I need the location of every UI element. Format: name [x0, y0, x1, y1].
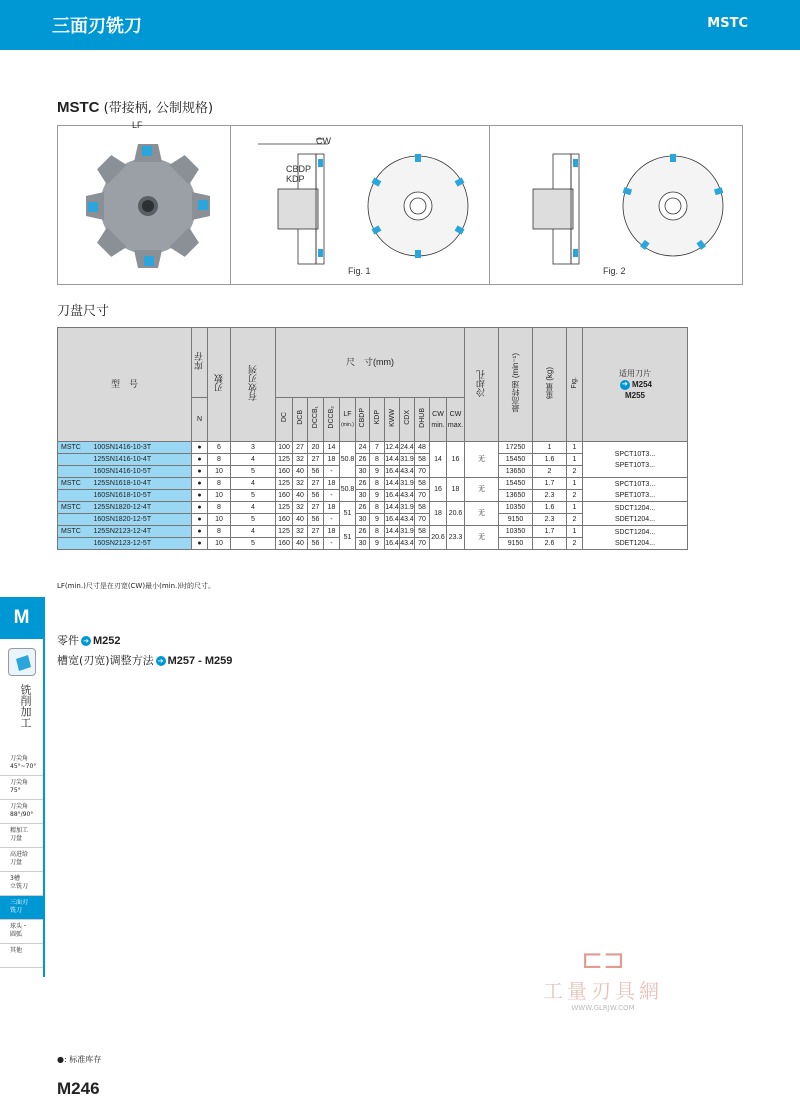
coolant-cell: 无	[465, 478, 499, 502]
section-title: 刀盘尺寸	[57, 304, 110, 319]
table-cell: 14.4	[385, 526, 400, 538]
table-row	[58, 502, 688, 514]
model-series-cell: MSTC	[58, 502, 91, 514]
table-cell: 43.4	[400, 490, 415, 502]
insert-type: SPCT10T3...	[614, 450, 656, 458]
side-nav-item[interactable]: 刀尖角 75°	[0, 776, 43, 800]
insert-type: SDET1204...	[614, 539, 656, 547]
table-cell: 27	[293, 442, 308, 454]
page-header	[0, 0, 800, 50]
model-code-cell: 125SN1416-10-4T	[91, 454, 192, 466]
cw-max-cell: 23.3	[447, 526, 465, 550]
th-cdx: CDX	[403, 410, 411, 425]
table-cell: 13650	[499, 466, 533, 478]
table-cell: 18	[324, 478, 340, 490]
model-series-cell	[58, 490, 91, 502]
figure-box	[57, 120, 743, 285]
table-cell: 2	[567, 466, 583, 478]
table-cell: 3	[231, 442, 276, 454]
table-cell: 2	[567, 538, 583, 550]
dim-label-cbdp: CBDP	[286, 164, 312, 174]
model-series-cell	[58, 466, 91, 478]
table-cell: 43.4	[400, 538, 415, 550]
th-insert-ref2[interactable]: M255	[624, 391, 645, 400]
table-cell: 8	[370, 526, 385, 538]
product-subtitle	[57, 97, 213, 116]
th-cbdp: CBDP	[359, 407, 366, 428]
model-series-cell: MSTC	[58, 526, 91, 538]
table-cell: -	[324, 490, 340, 502]
table-cell: 2	[567, 490, 583, 502]
table-cell: 160	[276, 466, 293, 478]
table-cell: 4	[231, 454, 276, 466]
table-cell: 14.4	[385, 502, 400, 514]
table-cell: 27	[308, 454, 324, 466]
table-cell: 2.3	[533, 514, 567, 526]
table-cell: 16.4	[385, 490, 400, 502]
table-cell: 1.6	[533, 502, 567, 514]
table-cell: 10350	[499, 526, 533, 538]
table-cell: 12.4	[385, 442, 400, 454]
th-coolant: 冷却孔	[476, 369, 486, 397]
cutter-photo-image	[78, 136, 218, 276]
table-cell: 2	[567, 514, 583, 526]
table-cell: 1.6	[533, 454, 567, 466]
table-cell: 1	[567, 454, 583, 466]
model-code-cell: 100SN1416-10-3T	[91, 442, 192, 454]
table-cell: 31.9	[400, 478, 415, 490]
th-effective: 有效刃列	[247, 365, 258, 401]
table-cell: 10	[208, 514, 231, 526]
table-cell: 14.4	[385, 454, 400, 466]
table-cell: 4	[231, 526, 276, 538]
table-cell: 8	[370, 454, 385, 466]
table-cell: 125	[276, 454, 293, 466]
cw-min-cell: 20.6	[430, 526, 447, 550]
table-cell: 10	[208, 538, 231, 550]
table-cell: 31.9	[400, 502, 415, 514]
table-cell: 13650	[499, 490, 533, 502]
model-code-cell: 160SN1820-12-5T	[91, 514, 192, 526]
table-cell: 24.4	[400, 442, 415, 454]
table-cell: 40	[293, 490, 308, 502]
table-cell: 5	[231, 538, 276, 550]
th-cw-min: CW min.	[430, 398, 447, 442]
product-code: MSTC	[707, 16, 748, 31]
table-cell: 40	[293, 538, 308, 550]
lf-cell: 50.8	[340, 442, 356, 478]
section-tab[interactable]: M	[0, 597, 43, 639]
th-dcb: DCB	[296, 410, 304, 425]
table-cell: 9	[370, 514, 385, 526]
sidebar-divider	[43, 597, 45, 977]
watermark-url: WWW.GLRJW.COM	[571, 1004, 635, 1012]
table-cell: 58	[415, 454, 430, 466]
insert-type: SDCT1204...	[614, 504, 656, 512]
milling-icon	[8, 648, 36, 676]
table-cell: 18	[324, 454, 340, 466]
dim-label-kdp: KDP	[286, 174, 305, 184]
cw-max-cell: 20.6	[447, 502, 465, 526]
table-cell: 4	[231, 478, 276, 490]
model-series-cell	[58, 514, 91, 526]
side-nav-item[interactable]: 3槽 立铣刀	[0, 872, 43, 896]
th-lf: LF (min.)	[340, 398, 356, 442]
table-cell: 56	[308, 514, 324, 526]
table-cell: 31.9	[400, 526, 415, 538]
table-cell: 14	[324, 442, 340, 454]
insert-cell	[583, 478, 688, 502]
table-cell: 27	[308, 478, 324, 490]
table-cell: 18	[324, 526, 340, 538]
side-nav-item[interactable]: 球头・ 圆弧	[0, 920, 43, 944]
watermark	[538, 945, 668, 1012]
table-cell: 30	[356, 538, 370, 550]
fig1-drawing	[238, 134, 483, 274]
table-cell: 9150	[499, 514, 533, 526]
cw-min-cell: 16	[430, 478, 447, 502]
table-cell: 40	[293, 514, 308, 526]
table-cell: 8	[208, 454, 231, 466]
lf-cell: 50.8	[340, 478, 356, 502]
table-cell: 58	[415, 502, 430, 514]
arrow-right-icon: ➔	[81, 636, 91, 646]
table-cell: 16.4	[385, 466, 400, 478]
table-cell: 26	[356, 526, 370, 538]
model-series-cell: MSTC	[58, 442, 91, 454]
table-cell: 2	[533, 466, 567, 478]
table-cell: 5	[231, 466, 276, 478]
table-cell: 30	[356, 490, 370, 502]
cw-min-cell: 18	[430, 502, 447, 526]
th-dccb2: DCCB₂	[328, 406, 335, 429]
table-cell: 1	[567, 442, 583, 454]
table-cell: 16.4	[385, 538, 400, 550]
table-cell: ●	[192, 526, 208, 538]
insert-type: SPET10T3...	[614, 461, 656, 469]
table-cell: 43.4	[400, 514, 415, 526]
table-cell: 10	[208, 466, 231, 478]
table-cell: ●	[192, 514, 208, 526]
table-cell: 16.4	[385, 514, 400, 526]
table-cell: 32	[293, 478, 308, 490]
table-cell: 2.6	[533, 538, 567, 550]
table-cell: 18	[324, 502, 340, 514]
side-nav	[0, 752, 43, 968]
arrow-right-icon: ➔	[620, 380, 630, 390]
model-code-cell: 125SN2123-12-4T	[91, 526, 192, 538]
table-cell: 30	[356, 466, 370, 478]
table-cell: 125	[276, 526, 293, 538]
side-category: 铣削加工	[19, 684, 32, 728]
table-cell: 31.9	[400, 454, 415, 466]
model-code-cell: 160SN1416-10-5T	[91, 466, 192, 478]
table-cell: 1	[567, 526, 583, 538]
th-dimensions: 尺 寸(mm)	[276, 328, 465, 398]
table-cell: 5	[231, 514, 276, 526]
spec-table	[57, 327, 688, 550]
th-dhub: DHUB	[418, 407, 426, 428]
insert-type: SPET10T3...	[614, 491, 656, 499]
th-fig: Fig.	[571, 377, 578, 389]
coolant-cell: 无	[465, 502, 499, 526]
table-cell: 70	[415, 514, 430, 526]
table-cell: 1	[567, 478, 583, 490]
th-insert	[583, 328, 688, 442]
table-cell: 160	[276, 514, 293, 526]
model-series-cell: MSTC	[58, 478, 91, 490]
table-cell: 15450	[499, 454, 533, 466]
table-cell: ●	[192, 538, 208, 550]
table-cell: -	[324, 538, 340, 550]
table-cell: 1.7	[533, 526, 567, 538]
table-cell: 58	[415, 526, 430, 538]
th-insert-ref1[interactable]: ➔ M254	[583, 379, 687, 390]
table-cell: 5	[231, 490, 276, 502]
cw-min-cell: 14	[430, 442, 447, 478]
side-nav-item[interactable]: 刀尖角 88°/90°	[0, 800, 43, 824]
table-cell: 6	[208, 442, 231, 454]
table-cell: 27	[308, 502, 324, 514]
side-nav-item[interactable]: 高进给 刀盘	[0, 848, 43, 872]
table-cell: 15450	[499, 478, 533, 490]
th-cw-max: CW max.	[447, 398, 465, 442]
th-dccb1: DCCB₁	[312, 406, 319, 429]
table-cell: 40	[293, 466, 308, 478]
table-cell: 9	[370, 538, 385, 550]
insert-type: SDCT1204...	[614, 528, 656, 536]
table-cell: 26	[356, 478, 370, 490]
subtitle-model: MSTC	[57, 99, 100, 116]
insert-cell	[583, 502, 688, 526]
table-cell: 58	[415, 478, 430, 490]
table-cell: 1	[567, 502, 583, 514]
table-cell: 100	[276, 442, 293, 454]
table-cell: 10350	[499, 502, 533, 514]
table-cell: 160	[276, 490, 293, 502]
side-nav-item[interactable]: 三面刃 铣刀	[0, 896, 43, 920]
th-teeth: 刃数	[213, 374, 224, 392]
th-max-rpm: 最高转速 (min⁻¹)	[511, 353, 520, 413]
table-cell: -	[324, 514, 340, 526]
table-cell: 8	[208, 526, 231, 538]
table-cell: 160	[276, 538, 293, 550]
page-title: 三面刃铣刀	[52, 16, 142, 37]
th-kww: KWW	[388, 408, 396, 427]
th-stock: 库存	[194, 352, 204, 370]
table-row	[58, 526, 688, 538]
dim-label-cw: CW	[316, 136, 331, 146]
table-cell: 70	[415, 490, 430, 502]
model-code-cell: 160SN1618-10-5T	[91, 490, 192, 502]
th-insert-label: 适用刀片	[619, 369, 651, 378]
table-footnote: LF(min.)尺寸是在刃宽(CW)最小(min.)时的尺寸。	[57, 582, 215, 590]
table-cell: -	[324, 466, 340, 478]
insert-cell	[583, 442, 688, 478]
table-cell: 1.7	[533, 478, 567, 490]
side-nav-item[interactable]: 精加工 刀盘	[0, 824, 43, 848]
table-cell: 56	[308, 490, 324, 502]
table-cell: 9	[370, 490, 385, 502]
table-cell: 2.3	[533, 490, 567, 502]
table-cell: 4	[231, 502, 276, 514]
table-cell: 70	[415, 538, 430, 550]
table-cell: 8	[208, 478, 231, 490]
table-cell: 7	[370, 442, 385, 454]
legend: ●: 标准库存	[57, 1055, 102, 1064]
figure-divider	[489, 126, 490, 284]
figure-divider	[230, 126, 231, 284]
table-row	[58, 442, 688, 454]
table-cell: 43.4	[400, 466, 415, 478]
ref-adjust-link[interactable]: 槽宽(刃宽)调整方法 ➔ M257 - M259	[57, 654, 233, 667]
lf-cell: 51	[340, 502, 356, 526]
table-cell: 14.4	[385, 478, 400, 490]
coolant-cell: 无	[465, 526, 499, 550]
table-cell: 10	[208, 490, 231, 502]
th-model: 型 号	[58, 328, 192, 442]
model-code-cell: 160SN2123-12-5T	[91, 538, 192, 550]
fig2-label: Fig. 2	[603, 266, 626, 276]
table-cell: 32	[293, 526, 308, 538]
insert-type: SPCT10T3...	[614, 480, 656, 488]
lf-cell: 51	[340, 526, 356, 550]
model-code-cell: 125SN1820-12-4T	[91, 502, 192, 514]
table-cell: 20	[308, 442, 324, 454]
coolant-cell: 无	[465, 442, 499, 478]
table-cell: 70	[415, 466, 430, 478]
model-series-cell	[58, 454, 91, 466]
table-cell: 17250	[499, 442, 533, 454]
model-code-cell: 125SN1618-10-4T	[91, 478, 192, 490]
table-cell: ●	[192, 454, 208, 466]
table-cell: 8	[370, 478, 385, 490]
dim-label-lf: LF	[132, 120, 143, 130]
table-cell: 1	[533, 442, 567, 454]
side-nav-item[interactable]: 刀尖角 45°~70°	[0, 752, 43, 776]
table-row	[58, 478, 688, 490]
table-cell: 27	[308, 526, 324, 538]
ref-parts-link[interactable]: 零件 ➔ M252	[57, 634, 121, 647]
table-cell: 8	[370, 502, 385, 514]
fig2-drawing	[498, 134, 738, 274]
table-cell: 9	[370, 466, 385, 478]
table-cell: ●	[192, 442, 208, 454]
table-cell: 32	[293, 502, 308, 514]
table-cell: 56	[308, 466, 324, 478]
side-nav-item[interactable]: 其他	[0, 944, 43, 968]
table-cell: ●	[192, 490, 208, 502]
th-dc: DC	[280, 412, 288, 423]
watermark-logo-icon: ⊏⊐	[581, 945, 625, 975]
table-cell: 26	[356, 502, 370, 514]
insert-cell	[583, 526, 688, 550]
table-cell: 26	[356, 454, 370, 466]
table-cell: 125	[276, 502, 293, 514]
table-cell: 32	[293, 454, 308, 466]
watermark-text: 工量刃具網	[543, 979, 663, 1003]
table-cell: 9150	[499, 538, 533, 550]
table-cell: ●	[192, 466, 208, 478]
fig1-label: Fig. 1	[348, 266, 371, 276]
table-cell: 48	[415, 442, 430, 454]
th-weight: 重量 (kg)	[545, 367, 554, 399]
table-cell: 125	[276, 478, 293, 490]
table-cell: 24	[356, 442, 370, 454]
subtitle-note: (带接柄, 公制规格)	[103, 101, 214, 116]
model-series-cell	[58, 538, 91, 550]
cw-max-cell: 18	[447, 478, 465, 502]
cw-max-cell: 16	[447, 442, 465, 478]
table-cell: 30	[356, 514, 370, 526]
th-n: N	[192, 398, 208, 442]
table-cell: ●	[192, 502, 208, 514]
table-cell: 8	[208, 502, 231, 514]
table-cell: ●	[192, 478, 208, 490]
arrow-right-icon: ➔	[156, 656, 166, 666]
th-kdp: KDP	[373, 410, 381, 425]
table-cell: 56	[308, 538, 324, 550]
page-number: M246	[57, 1079, 100, 1098]
insert-type: SDET1204...	[614, 515, 656, 523]
